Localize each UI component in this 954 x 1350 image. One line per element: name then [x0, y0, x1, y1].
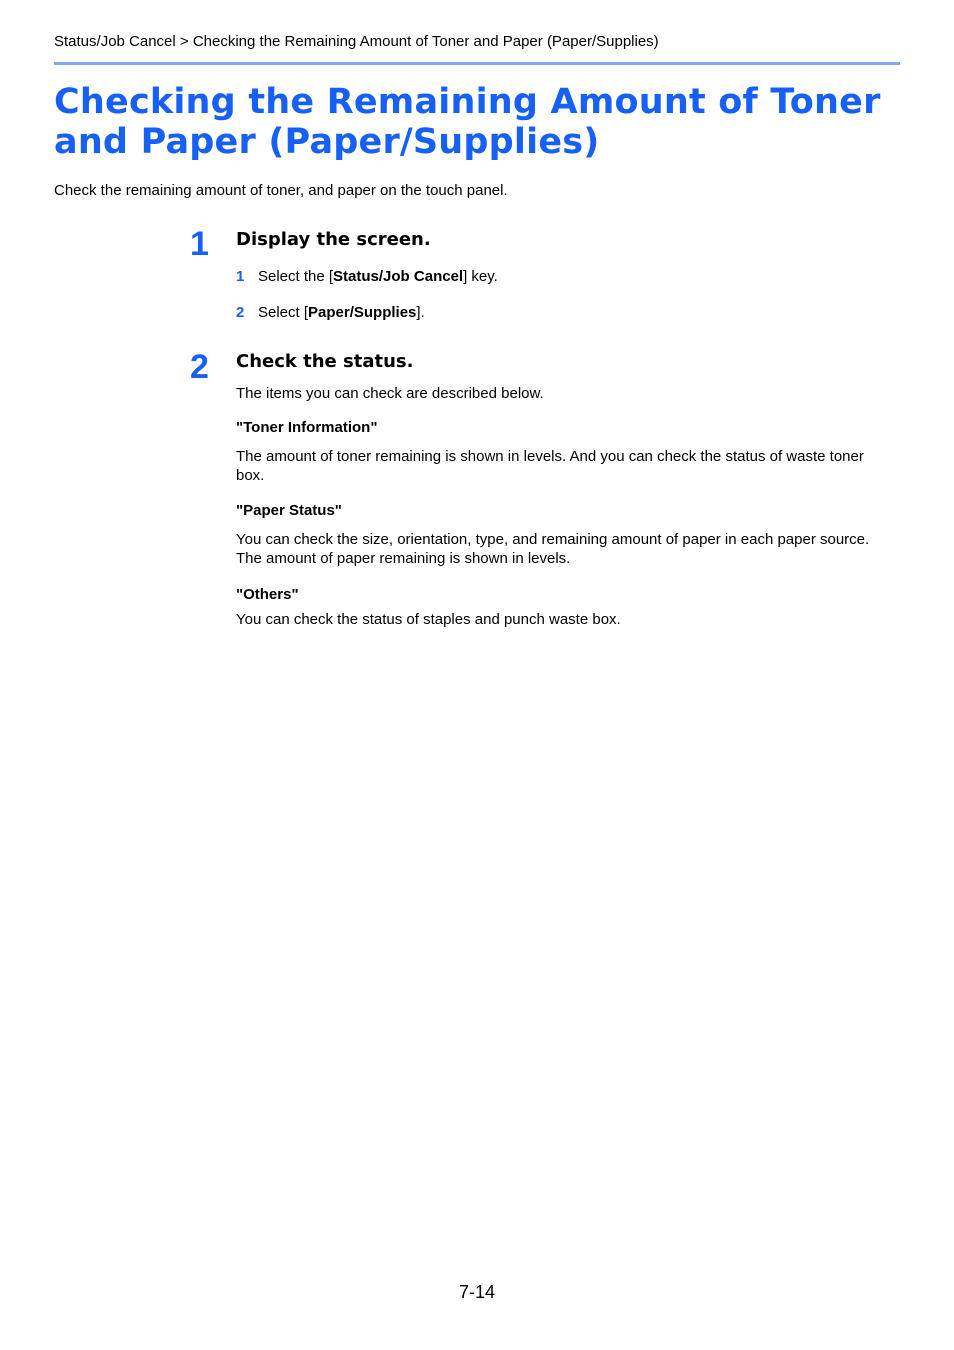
- paper-status-label: "Paper Status": [236, 502, 342, 519]
- toner-information-label: "Toner Information": [236, 419, 378, 436]
- step-2-description: The items you can check are described below.: [236, 385, 544, 402]
- page-number: 7-14: [458, 1282, 496, 1302]
- substep-text: ].: [416, 304, 425, 321]
- substep-number: 1: [236, 268, 245, 285]
- substep-text: Select the [: [258, 268, 334, 285]
- key-name: Status/Job Cancel: [333, 268, 464, 285]
- key-name: Paper/Supplies: [308, 304, 417, 321]
- toner-information-text: The amount of toner remaining is shown in levels. And you can check the status of waste toner box.: [236, 448, 864, 484]
- substep-1-2: [236, 304, 425, 322]
- step-2-heading: Check the status.: [236, 351, 414, 372]
- intro-text: Check the remaining amount of toner, and paper on the touch panel.: [54, 182, 508, 199]
- paper-status-text: You can check the size, orientation, type, and remaining amount of paper in each paper source. The amount of paper remaining is shown in levels.: [236, 531, 870, 567]
- header-divider: [54, 62, 900, 65]
- substep-text: Select [: [258, 304, 309, 321]
- step-1-number: 1: [190, 225, 209, 263]
- breadcrumb: Status/Job Cancel > Checking the Remaining Amount of Toner and Paper (Paper/Supplies): [54, 33, 659, 50]
- others-label: "Others": [236, 586, 299, 603]
- substep-number: 2: [236, 304, 245, 321]
- substep-1-1: [236, 268, 498, 286]
- others-text: You can check the status of staples and punch waste box.: [236, 611, 621, 628]
- step-1-heading: Display the screen.: [236, 229, 431, 250]
- page-title: Checking the Remaining Amount of Toner and Paper (Paper/Supplies): [54, 82, 881, 162]
- step-2-number: 2: [190, 348, 209, 386]
- substep-text: ] key.: [463, 268, 498, 285]
